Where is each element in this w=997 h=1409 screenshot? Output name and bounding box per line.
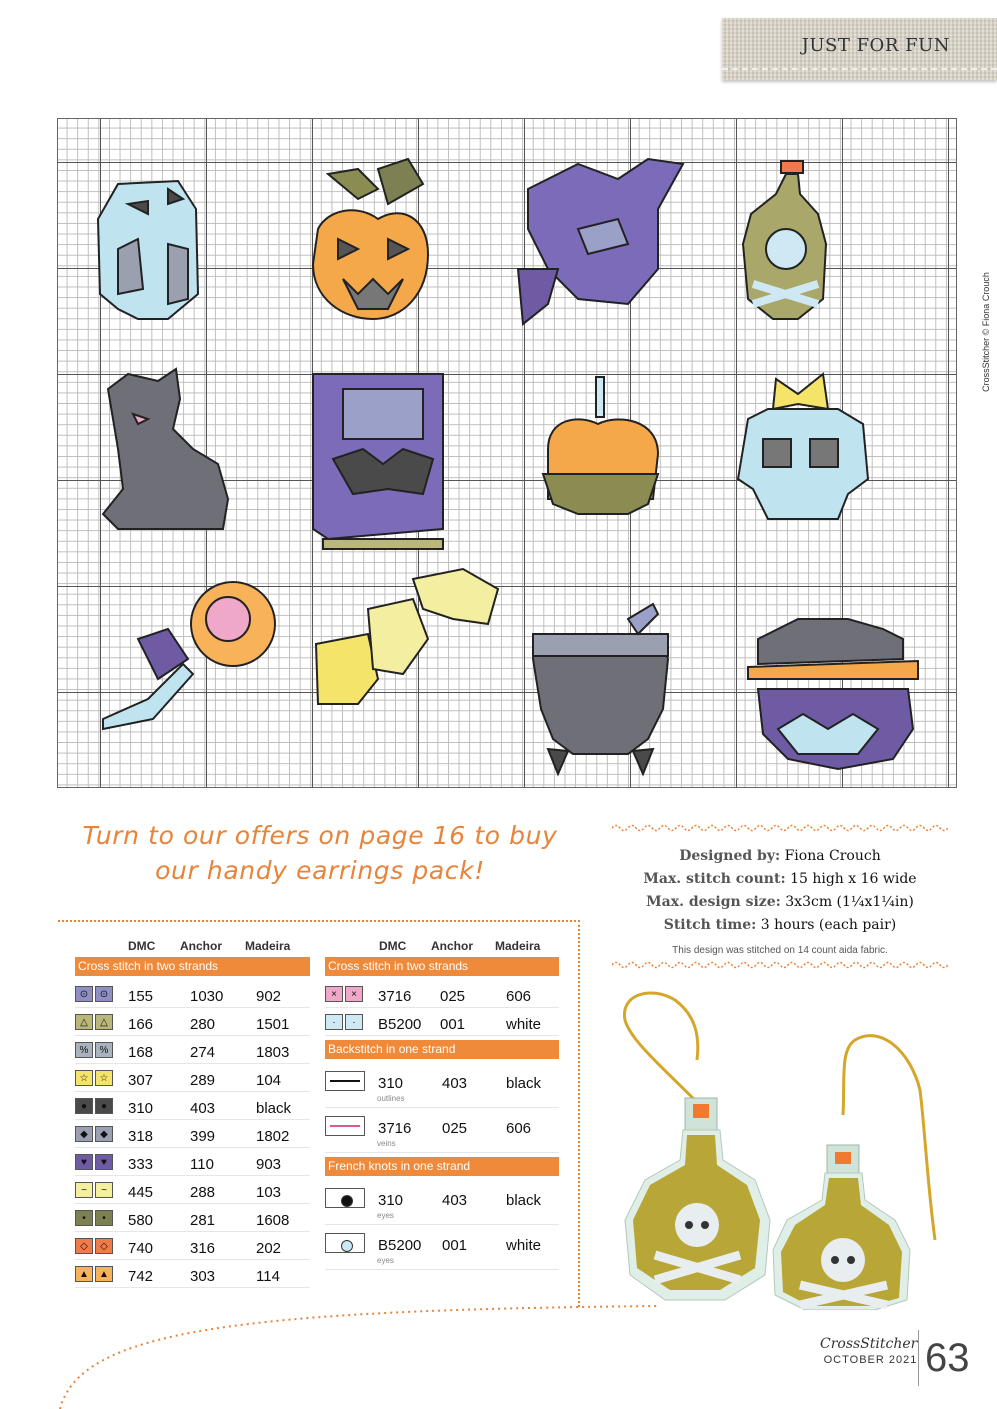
witch-hat-monster-motif bbox=[748, 619, 918, 769]
key-row bbox=[75, 1204, 310, 1232]
backstitch-row bbox=[325, 1063, 559, 1108]
swatch-cell: ◇ bbox=[75, 1238, 93, 1254]
dmc-code: 580 bbox=[128, 1212, 154, 1229]
dmc-code: 307 bbox=[128, 1072, 154, 1089]
key-headers-right: DMC Anchor Madeira bbox=[379, 939, 541, 953]
key-row bbox=[75, 1176, 310, 1204]
dmc-code: 310 bbox=[128, 1100, 154, 1117]
swatch-cell: ~ bbox=[75, 1182, 93, 1198]
swatch-cell: ▲ bbox=[95, 1266, 113, 1282]
ribbon-stitch-line bbox=[722, 68, 997, 70]
dmc-code: 155 bbox=[128, 988, 154, 1005]
anchor-code: 303 bbox=[190, 1268, 216, 1285]
anchor-code: 316 bbox=[190, 1240, 216, 1257]
thread-swatch bbox=[75, 1266, 115, 1282]
dmc-code: 168 bbox=[128, 1044, 154, 1061]
french-knot-row bbox=[325, 1180, 559, 1225]
stitch-use: eyes bbox=[377, 1256, 394, 1265]
french-knot-row bbox=[325, 1225, 559, 1270]
anchor-code: 403 bbox=[442, 1192, 468, 1209]
key-row bbox=[75, 1260, 310, 1288]
madeira-code: 114 bbox=[256, 1268, 280, 1285]
swatch-cell: ~ bbox=[95, 1182, 113, 1198]
issue-date: OCTOBER 2021 bbox=[823, 1354, 918, 1366]
potion-bottle-motif bbox=[743, 161, 826, 319]
promo-text: Turn to our offers on page 16 to buy our handy earrings pack! bbox=[82, 821, 558, 885]
madeira-code: 606 bbox=[506, 1120, 532, 1137]
thread-key-right bbox=[325, 937, 559, 1270]
key-row bbox=[75, 980, 310, 1008]
madeira-code: 902 bbox=[256, 988, 282, 1005]
dmc-code: 310 bbox=[378, 1192, 404, 1209]
dmc-code: 3716 bbox=[378, 1120, 412, 1137]
cauldron-motif bbox=[533, 604, 668, 774]
french-knot-swatch bbox=[325, 1233, 365, 1253]
thread-swatch bbox=[75, 1238, 115, 1254]
madeira-code: 1802 bbox=[256, 1128, 290, 1145]
madeira-code: 1501 bbox=[256, 1016, 290, 1033]
swatch-cell: ◆ bbox=[95, 1126, 113, 1142]
right-earring bbox=[773, 1145, 910, 1310]
section-label: JUST FOR FUN bbox=[801, 35, 950, 56]
french-knot-swatch bbox=[325, 1188, 365, 1208]
max-stitch-row: Max. stitch count: 15 high x 16 wide bbox=[643, 871, 917, 887]
madeira-code: black bbox=[506, 1075, 542, 1092]
madeira-code: 103 bbox=[256, 1184, 282, 1201]
anchor-code: 399 bbox=[190, 1128, 216, 1145]
backstitch-swatch bbox=[325, 1071, 365, 1091]
bat-motif bbox=[518, 159, 683, 324]
key-section-cross-right: Cross stitch in two strands bbox=[325, 957, 559, 976]
design-info bbox=[612, 845, 948, 962]
thread-swatch bbox=[75, 1210, 115, 1226]
dmc-code: B5200 bbox=[378, 1016, 422, 1033]
anchor-code: 001 bbox=[442, 1237, 468, 1254]
magazine-name: CrossStitcher bbox=[820, 1336, 918, 1352]
swatch-cell: ◇ bbox=[95, 1238, 113, 1254]
swatch-cell: ☆ bbox=[75, 1070, 93, 1086]
page-number-divider bbox=[918, 1330, 919, 1386]
key-row bbox=[75, 1120, 310, 1148]
stitch-use: veins bbox=[377, 1139, 396, 1148]
swatch-cell: × bbox=[345, 986, 363, 1002]
madeira-code: 1608 bbox=[256, 1212, 290, 1229]
anchor-code: 289 bbox=[190, 1072, 216, 1089]
key-row bbox=[75, 1092, 310, 1120]
designer-row: Designed by: Fiona Crouch bbox=[679, 848, 881, 864]
swatch-cell: ☆ bbox=[95, 1070, 113, 1086]
anchor-code: 288 bbox=[190, 1184, 216, 1201]
dmc-code: 3716 bbox=[378, 988, 412, 1005]
swatch-cell: • bbox=[95, 1210, 113, 1226]
left-earring bbox=[625, 1098, 770, 1300]
key-row bbox=[75, 1232, 310, 1260]
madeira-code: white bbox=[506, 1016, 542, 1033]
dmc-code: 742 bbox=[128, 1268, 154, 1285]
madeira-code: 903 bbox=[256, 1156, 282, 1173]
madeira-code: 606 bbox=[506, 988, 532, 1005]
dmc-code: 445 bbox=[128, 1184, 154, 1201]
max-design-row: Max. design size: 3x3cm (1¼x1¼in) bbox=[646, 894, 914, 910]
thread-swatch bbox=[75, 1098, 115, 1114]
key-row bbox=[325, 1008, 559, 1036]
footer-dotted-curve bbox=[40, 1300, 660, 1409]
key-row bbox=[75, 1064, 310, 1092]
swatch-cell: · bbox=[325, 1014, 343, 1030]
skull-bow-motif bbox=[738, 374, 868, 519]
key-section-backstitch: Backstitch in one strand bbox=[325, 1040, 559, 1059]
swatch-cell: ♥ bbox=[95, 1154, 113, 1170]
key-section-french: French knots in one strand bbox=[325, 1157, 559, 1176]
anchor-code: 025 bbox=[440, 988, 466, 1005]
swatch-cell: ◆ bbox=[75, 1126, 93, 1142]
thread-key-left bbox=[75, 937, 310, 1288]
anchor-code: 403 bbox=[190, 1100, 216, 1117]
info-divider-bottom bbox=[612, 960, 948, 970]
dmc-code: 740 bbox=[128, 1240, 154, 1257]
spellbook-motif bbox=[313, 374, 443, 549]
swatch-cell: ▲ bbox=[75, 1266, 93, 1282]
dmc-code: 333 bbox=[128, 1156, 154, 1173]
boo-text-motif bbox=[316, 569, 498, 704]
swatch-cell: • bbox=[75, 1210, 93, 1226]
thread-swatch bbox=[75, 1014, 115, 1030]
anchor-code: 110 bbox=[190, 1156, 214, 1173]
toffee-apple-motif bbox=[543, 377, 658, 514]
info-divider-top bbox=[612, 823, 948, 833]
key-row bbox=[75, 1036, 310, 1064]
thread-swatch bbox=[75, 1182, 115, 1198]
swatch-cell: △ bbox=[75, 1014, 93, 1030]
key-row bbox=[75, 1008, 310, 1036]
stitch-use: outlines bbox=[377, 1094, 405, 1103]
dmc-code: 310 bbox=[378, 1075, 404, 1092]
fabric-note: This design was stitched on 14 count aida fabric. bbox=[672, 945, 888, 956]
madeira-code: black bbox=[256, 1100, 292, 1117]
earrings-photo bbox=[605, 980, 945, 1310]
swatch-cell: ♥ bbox=[75, 1154, 93, 1170]
swatch-cell: ● bbox=[75, 1098, 93, 1114]
key-row bbox=[75, 1148, 310, 1176]
madeira-code: white bbox=[506, 1237, 542, 1254]
madeira-code: 202 bbox=[256, 1240, 282, 1257]
anchor-code: 403 bbox=[442, 1075, 468, 1092]
cross-stitch-chart bbox=[57, 118, 991, 788]
swatch-cell: ⊙ bbox=[95, 986, 113, 1002]
thread-swatch bbox=[75, 986, 115, 1002]
swatch-cell: % bbox=[95, 1042, 113, 1058]
swatch-cell: ● bbox=[95, 1098, 113, 1114]
dmc-code: 166 bbox=[128, 1016, 154, 1033]
swatch-cell: · bbox=[345, 1014, 363, 1030]
swatch-cell: × bbox=[325, 986, 343, 1002]
key-row bbox=[325, 980, 559, 1008]
page-number: 63 bbox=[925, 1336, 970, 1380]
chart-credit: CrossStitcher © Fiona Crouch bbox=[981, 272, 991, 392]
anchor-code: 025 bbox=[442, 1120, 468, 1137]
backstitch-swatch bbox=[325, 1116, 365, 1136]
anchor-code: 274 bbox=[190, 1044, 216, 1061]
swatch-cell: ⊙ bbox=[75, 986, 93, 1002]
thread-swatch bbox=[75, 1042, 115, 1058]
thread-swatch bbox=[325, 1014, 365, 1030]
dmc-code: 318 bbox=[128, 1128, 154, 1145]
thread-swatch bbox=[325, 986, 365, 1002]
madeira-code: 1803 bbox=[256, 1044, 290, 1061]
stitch-time-row: Stitch time: 3 hours (each pair) bbox=[663, 917, 897, 933]
anchor-code: 1030 bbox=[190, 988, 224, 1005]
ghost-motif bbox=[98, 181, 198, 319]
key-section-cross: Cross stitch in two strands bbox=[75, 957, 310, 976]
key-headers-left: DMC Anchor Madeira bbox=[128, 939, 291, 953]
cat-motif bbox=[103, 369, 228, 529]
stitch-use: eyes bbox=[377, 1211, 394, 1220]
swatch-cell: % bbox=[75, 1042, 93, 1058]
dmc-code: B5200 bbox=[378, 1237, 422, 1254]
thread-swatch bbox=[75, 1126, 115, 1142]
lollipop-motif bbox=[103, 582, 275, 729]
backstitch-row bbox=[325, 1108, 559, 1153]
pumpkin-motif bbox=[313, 159, 428, 319]
section-ribbon bbox=[722, 18, 997, 80]
magazine-footer bbox=[820, 1336, 917, 1366]
anchor-code: 280 bbox=[190, 1016, 216, 1033]
thread-swatch bbox=[75, 1070, 115, 1086]
madeira-code: 104 bbox=[256, 1072, 282, 1089]
thread-swatch bbox=[75, 1154, 115, 1170]
anchor-code: 281 bbox=[190, 1212, 216, 1229]
chart-motifs bbox=[58, 119, 958, 789]
swatch-cell: △ bbox=[95, 1014, 113, 1030]
madeira-code: black bbox=[506, 1192, 542, 1209]
anchor-code: 001 bbox=[440, 1016, 466, 1033]
